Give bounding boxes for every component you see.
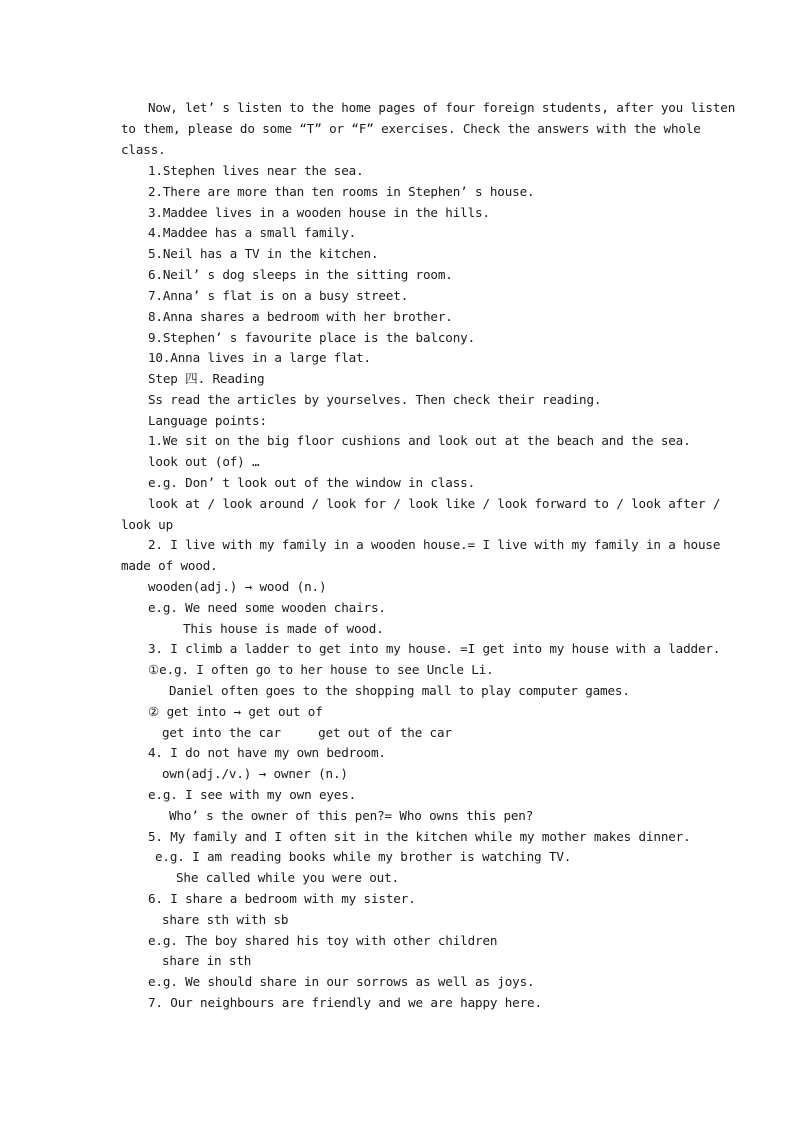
- text-line: 4.Maddee has a small family.: [148, 225, 357, 240]
- text-line: get into the car get out of the car: [162, 725, 452, 740]
- text-line: look up: [121, 517, 174, 532]
- text-line: ①e.g. I often go to her house to see Uncle Li.: [148, 662, 494, 677]
- text-line: This house is made of wood.: [183, 621, 384, 636]
- text-line: wooden(adj.) → wood (n.): [148, 579, 327, 594]
- text-line: 3. I climb a ladder to get into my house. =I get into my house with a ladder.: [148, 641, 721, 656]
- text-line: 7. Our neighbours are friendly and we are happy here.: [148, 995, 542, 1010]
- text-line: 5.Neil has a TV in the kitchen.: [148, 246, 379, 261]
- text-line: 3.Maddee lives in a wooden house in the hills.: [148, 205, 490, 220]
- text-line: to them, please do some “T” or “F” exercises. Check the answers with the whole: [121, 121, 701, 136]
- text-line: 2. I live with my family in a wooden house.= I live with my family in a house: [148, 537, 721, 552]
- text-line: Daniel often goes to the shopping mall to play computer games.: [169, 683, 630, 698]
- text-line: e.g. We need some wooden chairs.: [148, 600, 386, 615]
- text-line: Ss read the articles by yourselves. Then check their reading.: [148, 392, 602, 407]
- text-line: 6.Neil’ s dog sleeps in the sitting room.: [148, 267, 453, 282]
- section-heading: Language points:: [148, 413, 267, 428]
- text-line: e.g. The boy shared his toy with other children: [148, 933, 498, 948]
- text-line: e.g. We should share in our sorrows as well as joys.: [148, 974, 535, 989]
- text-line: e.g. I see with my own eyes.: [148, 787, 357, 802]
- text-line: 7.Anna’ s flat is on a busy street.: [148, 288, 409, 303]
- text-line: She called while you were out.: [176, 870, 399, 885]
- text-line: 5. My family and I often sit in the kitchen while my mother makes dinner.: [148, 829, 691, 844]
- text-line: share in sth: [162, 953, 252, 968]
- text-line: ② get into → get out of: [148, 704, 323, 719]
- text-line: 10.Anna lives in a large flat.: [148, 350, 371, 365]
- text-line: share sth with sb: [162, 912, 289, 927]
- text-line: look at / look around / look for / look like / look forward to / look after /: [148, 496, 721, 511]
- text-line: 4. I do not have my own bedroom.: [148, 745, 386, 760]
- text-line: 2.There are more than ten rooms in Stephen’ s house.: [148, 184, 535, 199]
- text-line: e.g. I am reading books while my brother is watching TV.: [155, 849, 572, 864]
- text-line: Now, let’ s listen to the home pages of four foreign students, after you listen: [148, 100, 736, 115]
- text-line: 1.Stephen lives near the sea.: [148, 163, 364, 178]
- step-heading: Step 四. Reading: [148, 371, 265, 386]
- text-line: 6. I share a bedroom with my sister.: [148, 891, 416, 906]
- text-line: 1.We sit on the big floor cushions and look out at the beach and the sea.: [148, 433, 691, 448]
- text-line: e.g. Don’ t look out of the window in class.: [148, 475, 476, 490]
- text-line: made of wood.: [121, 558, 218, 573]
- text-line: 8.Anna shares a bedroom with her brother.: [148, 309, 453, 324]
- text-line: look out (of) …: [148, 454, 260, 469]
- text-line: class.: [121, 142, 166, 157]
- text-line: 9.Stephen’ s favourite place is the balcony.: [148, 330, 476, 345]
- text-line: Who’ s the owner of this pen?= Who owns this pen?: [169, 808, 534, 823]
- text-line: own(adj./v.) → owner (n.): [162, 766, 348, 781]
